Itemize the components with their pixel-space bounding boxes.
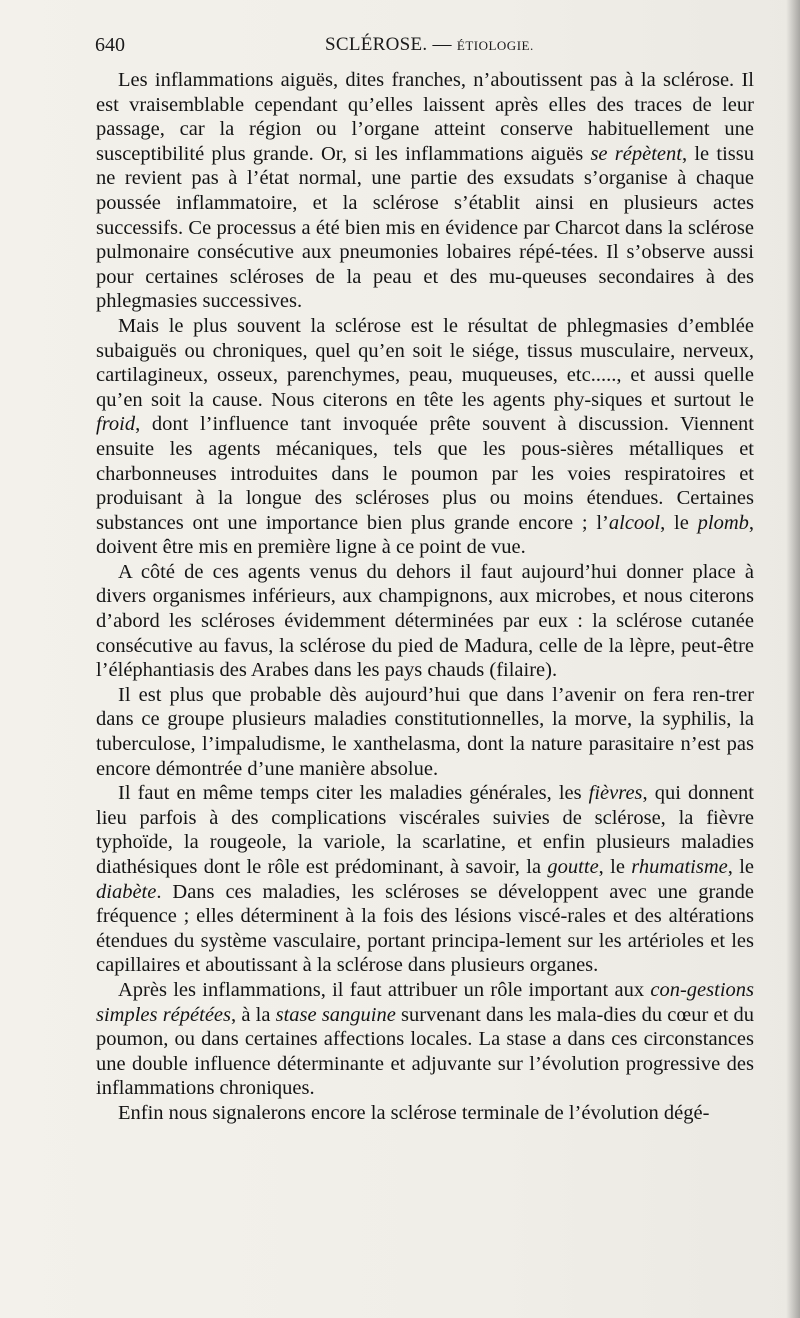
text-run: , dont l’influence tant invoquée prête souvent à discussion. Viennent ensuite les agents mécaniques, tels que les pous-sières métalliques et charbonneuses introduites dans le poumon par les voies respiratoires et produisant à la longue des scléroses plus ou moins étendues. Certaines substances ont une importance bien plus grande encore ; l’	[96, 413, 754, 534]
page-header	[95, 34, 755, 62]
running-head	[325, 34, 534, 56]
text-run: Il est plus que probable dès aujourd’hui que dans l’avenir on fera ren-trer dans ce groupe plusieurs maladies constitutionnelles, la morve, la syphilis, la tuberculose, l’impaludisme, le xanthelasma, dont la nature parasitaire n’est pas encore démontrée d’une manière absolue.	[96, 683, 754, 780]
page-number: 640	[95, 34, 125, 56]
text-run: , à la	[231, 1003, 276, 1026]
italic-run: goutte	[547, 856, 599, 878]
text-run: , doivent être mis en première ligne à ce point de vue.	[96, 511, 754, 559]
text-run: Mais le plus souvent la sclérose est le résultat de phlegmasies d’emblée subaiguës ou chroniques, quel qu’en soit le siége, tissus musculaire, nerveux, cartilagineux, osseux, parenchymes, peau, muqueuses, etc....., et aussi quelle qu’en soit la cause. Nous citerons en tête les agents phy-siques et surtout le	[96, 314, 754, 411]
text-run: Il faut en même temps citer les maladies générales, les	[118, 782, 589, 805]
paragraph	[96, 68, 754, 314]
paragraph	[96, 560, 754, 683]
text-run: survenant dans les mala-dies du cœur et du poumon, ou dans certaines affections locales. La stase a dans ces circonstances une double influence déterminante et adjuvante sur l’évolution progressive des inflammations chroniques.	[96, 1003, 754, 1100]
text-run: Les inflammations aiguës, dites franches, n’aboutissent pas à la sclérose. Il est vraisemblable cependant qu’elles laissent après elles des traces de leur passage, car la région ou l’organe atteint conserve habituellement une susceptibilité plus grande. Or, si les inflammations aiguës	[96, 69, 754, 165]
paragraph	[96, 1101, 754, 1126]
text-run: , le	[598, 856, 632, 878]
page-edge-shadow	[786, 0, 800, 1318]
italic-run: se répètent	[590, 142, 682, 165]
text-run: Enfin nous signalerons encore la sclérose terminale de l’évolution dégé-	[118, 1101, 710, 1124]
paragraph	[96, 314, 754, 560]
italic-run: rhumatisme	[631, 856, 728, 878]
text-run: , le tissu ne revient pas à l’état normal, une partie des exsudats s’organise à chaque poussée inflammatoire, et la sclérose s’établit ainsi en plusieurs actes successifs. Ce processus a été bien mis en évidence par Charcot dans la sclérose pulmonaire consécutive aux pneumonies lobaires répé-tées. Il s’observe aussi pour certaines scléroses de la peau et des mu-queuses secondaires à des phlegmasies successives.	[96, 142, 754, 313]
text-run: , qui donnent lieu parfois à des complications viscérales suivies de sclérose, la fièvre typhoïde, la rougeole, la variole, la scarlatine, et enfin plusieurs maladies diathésiques dont le rôle est prédominant, à savoir, la	[96, 782, 754, 878]
text-run: A côté de ces agents venus du dehors il faut aujourd’hui donner place à divers organismes inférieurs, aux champignons, aux microbes, et nous citerons d’abord les scléroses évidemment déterminées par eux : la sclérose cutanée consécutive au favus, la sclérose du pied de Madura, celle de la lèpre, peut-être l’éléphantiasis des Arabes dans les pays chauds (filaire).	[96, 560, 754, 682]
italic-run: fièvres	[588, 782, 643, 805]
section-title: ÉTIOLOGIE.	[456, 38, 534, 53]
text-run: , le	[727, 856, 755, 878]
text-run: . Dans ces maladies, les scléroses se développent avec une grande fréquence ; elles déterminent à la fois des lésions viscé-rales et des altérations étendues du système vasculaire, portant principa-lement sur les artérioles et les capillaires et aboutissant à la sclérose dans plusieurs organes.	[96, 880, 754, 977]
italic-run: froid	[96, 413, 136, 436]
paragraph	[96, 683, 754, 781]
italic-run: diabète	[96, 880, 157, 903]
body-text	[96, 68, 754, 1126]
paragraph	[96, 781, 754, 978]
running-title: SCLÉROSE.	[325, 34, 428, 55]
italic-run: plomb	[697, 511, 749, 534]
text-run: , le	[660, 511, 698, 534]
italic-run: con-gestions simples répétées	[96, 978, 754, 1026]
header-dash: —	[427, 34, 457, 55]
italic-run: stase sanguine	[275, 1003, 396, 1026]
paragraph	[96, 978, 754, 1101]
text-run: Après les inflammations, il faut attribuer un rôle important aux	[118, 978, 651, 1001]
italic-run: alcool	[608, 511, 661, 534]
